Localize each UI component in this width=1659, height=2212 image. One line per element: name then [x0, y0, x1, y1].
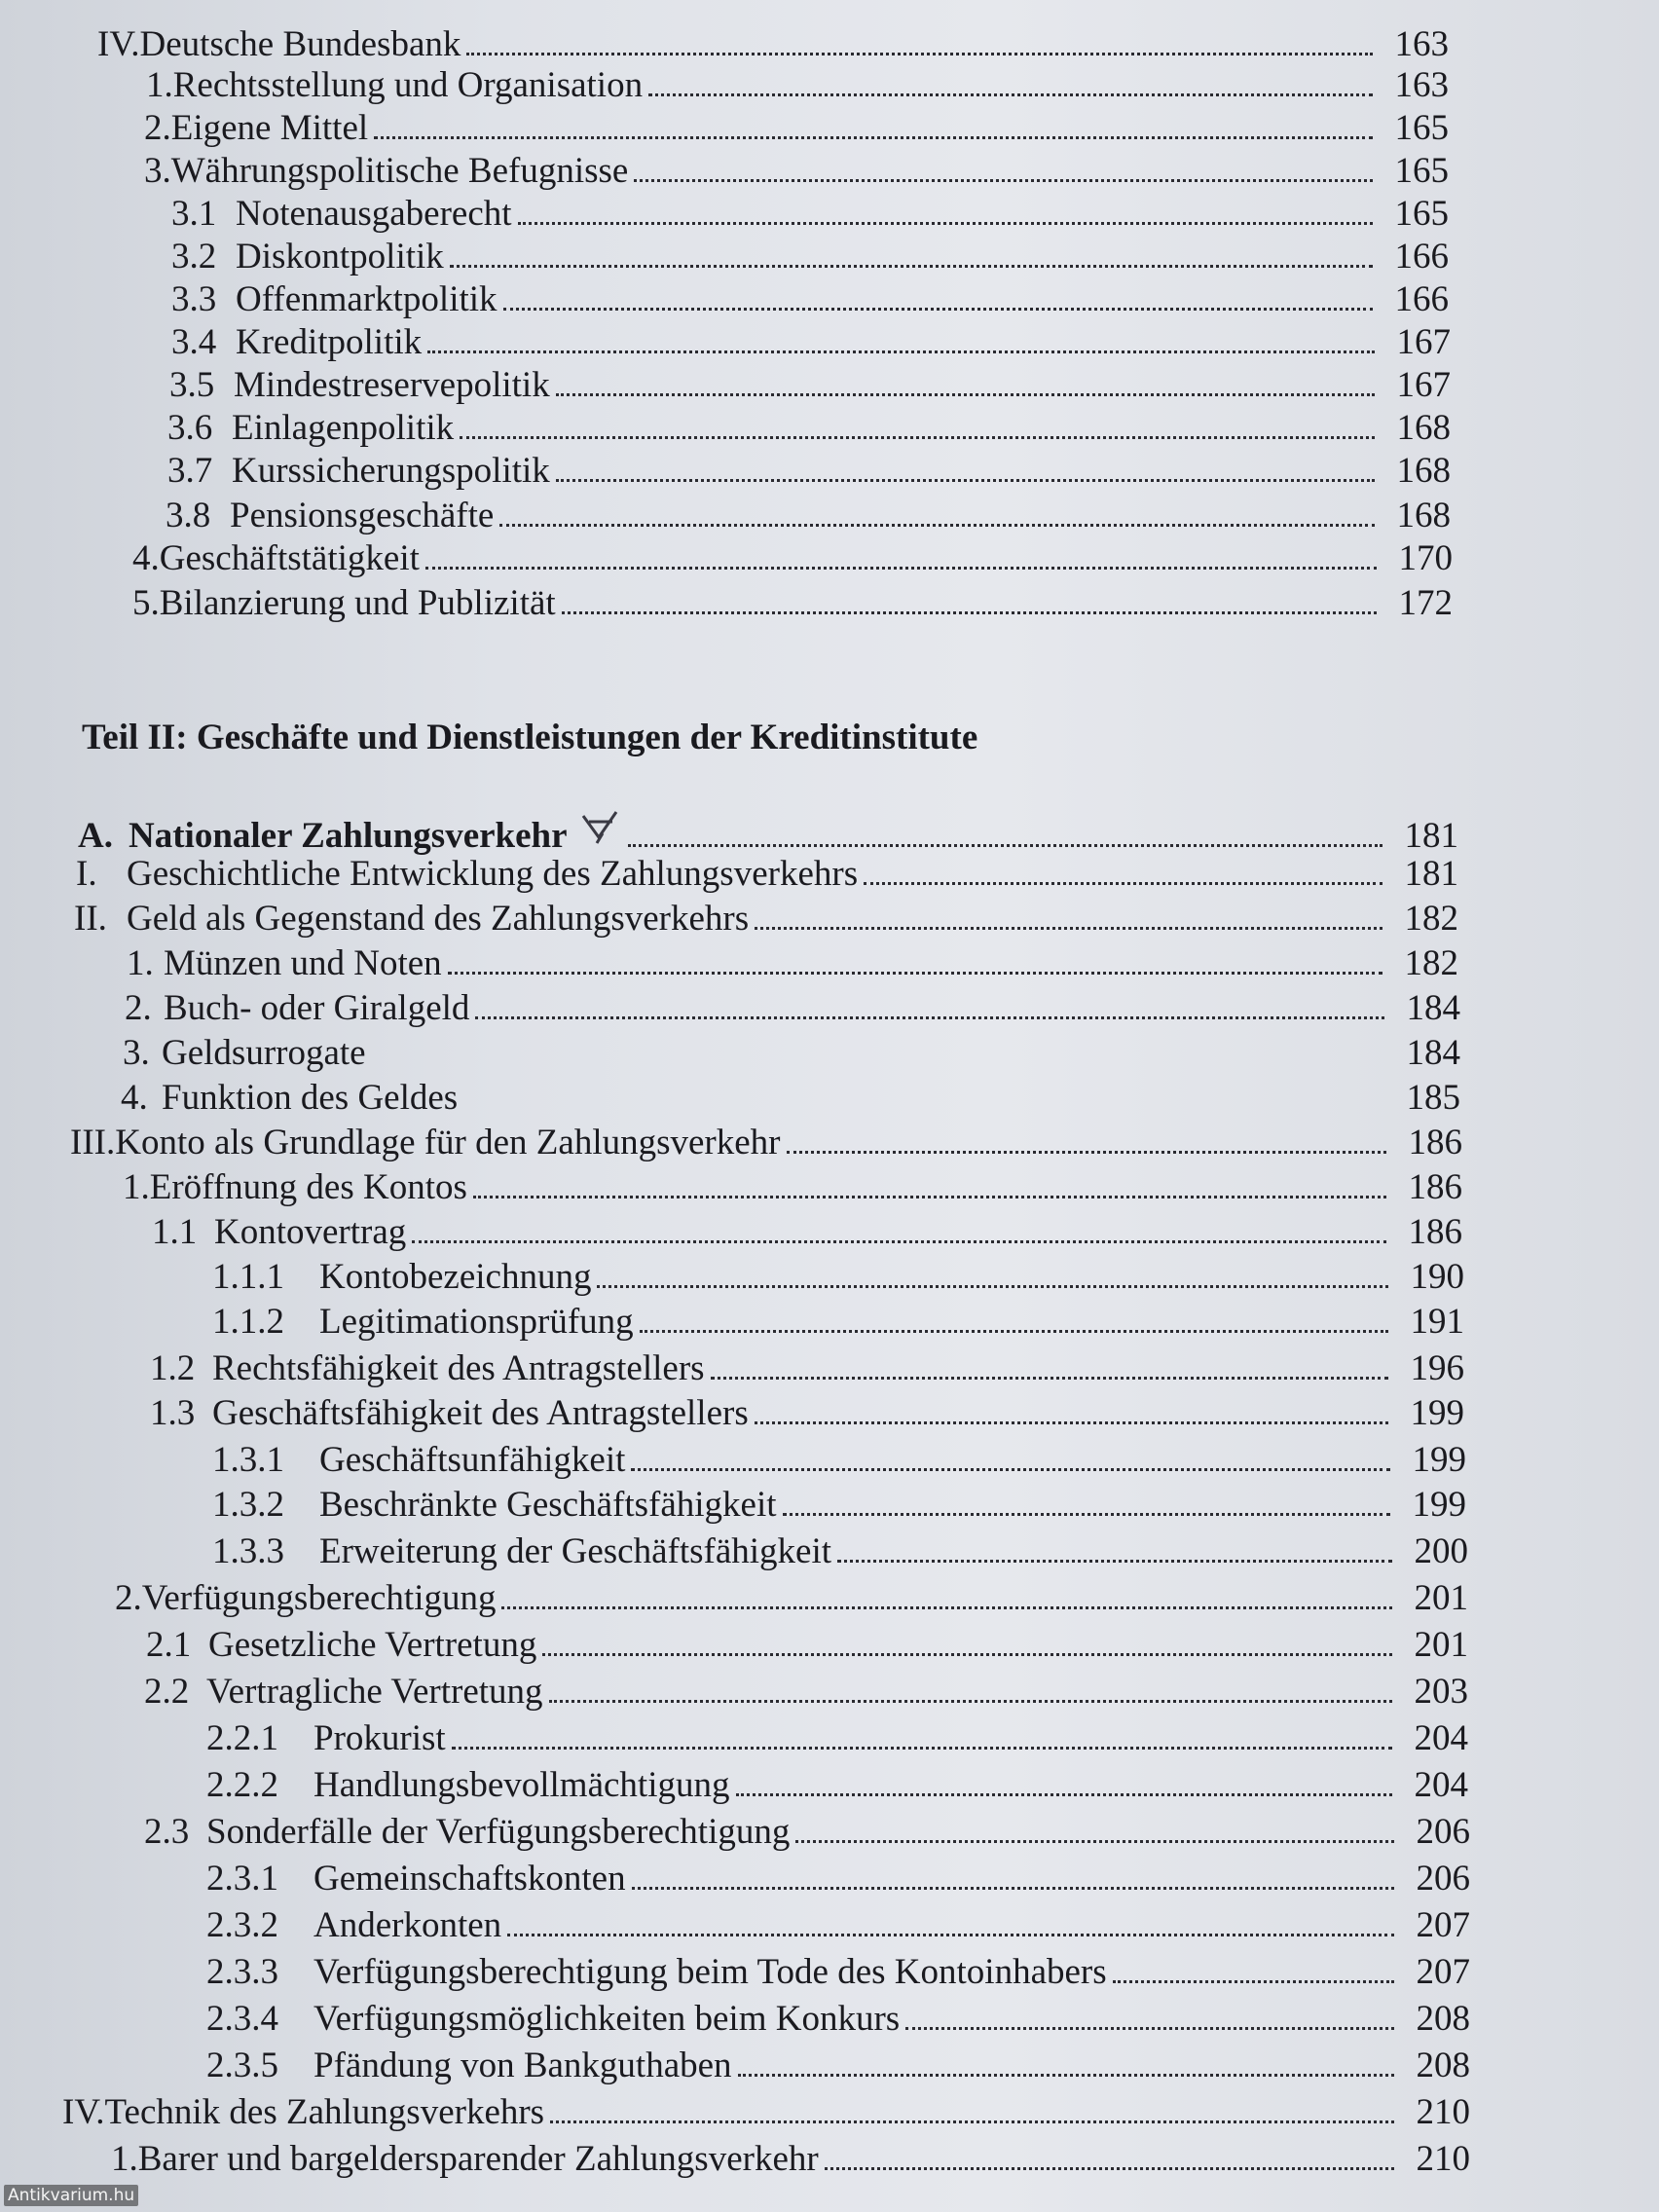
toc-entry-title: Pensionsgeschäfte	[230, 496, 495, 535]
toc-entry-title: Prokurist	[313, 1718, 446, 1758]
toc-entry-page: 167	[1396, 365, 1451, 405]
toc-entry	[127, 942, 1458, 985]
toc-entry-number: 2.2	[144, 1672, 190, 1712]
leader-dots	[755, 1421, 1388, 1424]
toc-entry-title: Geschäftsunfähigkeit	[319, 1440, 626, 1480]
toc-entry-title: Bilanzierung und Publizität	[159, 583, 556, 623]
toc-entry	[212, 1439, 1466, 1482]
leader-dots	[463, 1106, 1384, 1109]
toc-entry-title: Eröffnung des Kontos	[149, 1167, 467, 1207]
toc-entry-number: 2.3.1	[206, 1859, 278, 1899]
toc-entry-title: Kreditpolitik	[236, 322, 423, 362]
leader-dots	[648, 93, 1373, 96]
leader-dots	[825, 2167, 1394, 2170]
toc-entry-number: 1.3	[150, 1393, 196, 1433]
leader-dots	[452, 1747, 1392, 1750]
toc-entry	[132, 537, 1453, 580]
toc-entry-page: 203	[1414, 1672, 1468, 1712]
toc-entry	[144, 1671, 1468, 1714]
leader-dots	[631, 1468, 1390, 1471]
toc-entry-page: 184	[1406, 1033, 1460, 1073]
toc-entry-page: 210	[1416, 2139, 1470, 2179]
leader-dots	[372, 1061, 1384, 1064]
toc-entry-number: 3.8	[166, 496, 211, 535]
toc-entry-page: 199	[1410, 1393, 1464, 1433]
leader-dots	[501, 1606, 1392, 1609]
toc-entry-title: Münzen und Noten	[164, 943, 442, 983]
toc-entry	[206, 1998, 1470, 2041]
toc-entry-title: Mindestreservepolitik	[234, 365, 550, 405]
toc-entry-page: 184	[1406, 988, 1460, 1028]
leader-dots	[562, 611, 1377, 614]
leader-dots	[518, 222, 1373, 225]
toc-entry	[171, 321, 1451, 364]
toc-entry-title: Einlagenpolitik	[232, 408, 455, 448]
toc-entry-number: 1.3.1	[212, 1440, 284, 1480]
toc-entry-page: 206	[1416, 1812, 1470, 1852]
toc-entry-page: 206	[1416, 1859, 1470, 1899]
toc-entry-number: 1.1	[152, 1212, 198, 1252]
toc-entry-page: 182	[1404, 899, 1458, 939]
toc-entry-title: Rechtsfähigkeit des Antragstellers	[212, 1348, 705, 1388]
toc-entry-number: 2.3.3	[206, 1952, 278, 1992]
toc-entry	[62, 2091, 1470, 2134]
toc-entry-title: Geschäftsfähigkeit des Antragstellers	[212, 1393, 749, 1433]
toc-entry	[171, 278, 1449, 321]
toc-entry-page: 191	[1410, 1302, 1464, 1342]
toc-entry-page: 186	[1408, 1167, 1462, 1207]
toc-entry-page: 168	[1396, 451, 1451, 491]
toc-entry	[167, 450, 1451, 493]
toc-entry-page: 163	[1394, 24, 1449, 64]
toc-entry-title: Gemeinschaftskonten	[313, 1859, 626, 1899]
toc-entry-title: Eigene Mittel	[170, 108, 369, 148]
toc-entry	[169, 364, 1451, 407]
toc-entry-number: 2.	[125, 988, 152, 1028]
toc-entry-title: Erweiterung der Geschäftsfähigkeit	[319, 1531, 832, 1571]
toc-entry-page: 181	[1404, 854, 1458, 894]
toc-entry-page: 166	[1394, 279, 1449, 319]
toc-entry-number: IV.	[97, 24, 140, 64]
leader-dots	[795, 1840, 1394, 1843]
toc-entry-number: 2.2.1	[206, 1718, 278, 1758]
toc-entry	[206, 1951, 1470, 1994]
toc-entry-number: A.	[78, 816, 113, 856]
toc-entry-number: 1.2	[150, 1348, 196, 1388]
toc-entry-page: 207	[1416, 1905, 1470, 1945]
toc-entry-number: 2.2.2	[206, 1765, 278, 1805]
part-heading: Teil II: Geschäfte und Dienstleistungen der Kreditinstitute	[82, 718, 978, 757]
toc-entry-number: 3.1	[171, 194, 217, 234]
toc-entry-title: Funktion des Geldes	[162, 1078, 459, 1118]
toc-entry-number: 1.1.1	[212, 1257, 284, 1297]
toc-entry-title: Buch- oder Giralgeld	[164, 988, 470, 1028]
watermark: Antikvarium.hu	[4, 2185, 138, 2206]
toc-entry-number: 5.	[132, 583, 160, 623]
toc-entry	[212, 1530, 1468, 1573]
toc-entry-number: 2.1	[146, 1625, 192, 1665]
toc-entry-page: 190	[1410, 1257, 1464, 1297]
toc-entry	[144, 107, 1449, 150]
toc-entry-number: III.	[70, 1123, 116, 1162]
toc-entry-number: IV.	[62, 2092, 105, 2132]
toc-entry-number: 1.	[146, 65, 173, 105]
leader-dots	[736, 1793, 1393, 1796]
toc-entry	[97, 23, 1449, 66]
toc-entry-number: 3.3	[171, 279, 217, 319]
leader-dots	[412, 1240, 1386, 1243]
leader-dots	[787, 1151, 1387, 1154]
toc-entry-page: 170	[1398, 538, 1453, 578]
toc-entry-title: Geldsurrogate	[162, 1033, 366, 1073]
leader-dots	[466, 53, 1373, 55]
toc-entry-number: 1.	[123, 1167, 150, 1207]
toc-entry	[150, 1347, 1464, 1390]
leader-dots	[448, 972, 1382, 975]
toc-entry	[150, 1392, 1464, 1435]
toc-entry-title: Währungspolitische Befugnisse	[170, 151, 629, 191]
toc-entry-title: Konto als Grundlage für den Zahlungsverkehr	[115, 1123, 781, 1162]
toc-entry	[144, 150, 1449, 193]
toc-entry-title: Verfügungsmöglichkeiten beim Konkurs	[313, 1999, 901, 2039]
toc-entry-page: 196	[1410, 1348, 1464, 1388]
toc-entry-title: Barer und bargeldersparender Zahlungsverkehr	[137, 2139, 819, 2179]
leader-dots	[597, 1285, 1388, 1288]
leader-dots	[864, 882, 1382, 885]
toc-entry-page: 186	[1408, 1212, 1462, 1252]
toc-entry	[206, 1764, 1468, 1807]
toc-entry-number: 3.6	[167, 408, 213, 448]
toc-entry-page: 167	[1396, 322, 1451, 362]
toc-entry-page: 165	[1394, 151, 1449, 191]
toc-entry-title: Kontovertrag	[214, 1212, 407, 1252]
toc-entry-number: 1.3.3	[212, 1531, 284, 1571]
toc-entry	[206, 2045, 1470, 2087]
leader-dots	[632, 1887, 1394, 1890]
toc-entry-number: 4.	[121, 1078, 148, 1118]
toc-entry-title: Anderkonten	[313, 1905, 502, 1945]
leader-dots	[475, 1016, 1384, 1019]
leader-dots	[499, 524, 1375, 527]
toc-entry-number: 2.3.5	[206, 2046, 278, 2085]
toc-entry-number: 3.	[144, 151, 171, 191]
toc-entry	[123, 1166, 1462, 1209]
toc-entry-title: Deutsche Bundesbank	[139, 24, 461, 64]
toc-entry	[171, 193, 1449, 236]
leader-dots	[542, 1653, 1392, 1656]
toc-entry	[121, 1077, 1460, 1120]
leader-dots	[711, 1377, 1388, 1380]
leader-dots	[556, 393, 1375, 396]
toc-entry-number: 2.3.2	[206, 1905, 278, 1945]
pencil-check-mark-icon	[579, 808, 622, 847]
leader-dots	[556, 479, 1375, 482]
leader-dots	[507, 1934, 1394, 1936]
leader-dots	[755, 927, 1382, 930]
toc-entry	[111, 2138, 1470, 2181]
toc-entry-title: Vertragliche Vertretung	[206, 1672, 543, 1712]
toc-entry	[166, 495, 1451, 537]
toc-entry-title: Pfändung von Bankguthaben	[313, 2046, 732, 2085]
toc-entry-number: 3.4	[171, 322, 217, 362]
toc-entry	[206, 1717, 1468, 1760]
toc-entry-page: 204	[1414, 1765, 1468, 1805]
toc-entry-title: Offenmarktpolitik	[236, 279, 498, 319]
toc-entry-page: 181	[1404, 816, 1458, 856]
toc-entry	[146, 1624, 1468, 1667]
toc-entry	[76, 853, 1458, 896]
toc-entry	[212, 1484, 1466, 1527]
toc-entry	[212, 1301, 1464, 1344]
toc-entry-number: 3.	[123, 1033, 150, 1073]
toc-entry	[132, 582, 1453, 625]
toc-entry-page: 204	[1414, 1718, 1468, 1758]
toc-entry-number: 2.3	[144, 1812, 190, 1852]
toc-entry-title: Verfügungsberechtigung	[141, 1578, 497, 1618]
toc-entry-title: Rechtsstellung und Organisation	[172, 65, 644, 105]
toc-entry-page: 172	[1398, 583, 1453, 623]
toc-entry-title: Verfügungsberechtigung beim Tode des Kontoinhabers	[313, 1952, 1107, 1992]
leader-dots	[425, 567, 1377, 570]
leader-dots	[473, 1196, 1386, 1198]
toc-entry-number: 2.3.4	[206, 1999, 278, 2039]
toc-entry-page: 165	[1394, 194, 1449, 234]
toc-entry	[74, 898, 1458, 940]
toc-entry-page: 166	[1394, 237, 1449, 276]
toc-entry	[123, 1032, 1460, 1075]
toc-entry	[146, 64, 1449, 107]
toc-chapter-entry	[78, 808, 1458, 858]
leader-dots	[427, 350, 1375, 353]
leader-dots	[503, 308, 1373, 311]
toc-entry	[212, 1256, 1464, 1299]
toc-entry-number: 1.	[127, 943, 154, 983]
toc-entry-page: 201	[1414, 1625, 1468, 1665]
toc-entry-page: 168	[1396, 496, 1451, 535]
toc-entry-title: Kurssicherungspolitik	[232, 451, 550, 491]
toc-entry-page: 210	[1416, 2092, 1470, 2132]
toc-entry-page: 185	[1406, 1078, 1460, 1118]
toc-entry	[125, 987, 1460, 1030]
toc-entry	[144, 1811, 1470, 1854]
toc-entry-number: 2.	[115, 1578, 142, 1618]
toc-entry-title: Handlungsbevollmächtigung	[313, 1765, 730, 1805]
toc-entry	[206, 1904, 1470, 1947]
toc-entry-title: Diskontpolitik	[236, 237, 444, 276]
toc-entry-page: 207	[1416, 1952, 1470, 1992]
toc-entry	[171, 236, 1449, 278]
leader-dots	[837, 1560, 1392, 1563]
toc-entry-number: 3.7	[167, 451, 213, 491]
toc-entry-page: 168	[1396, 408, 1451, 448]
toc-entry-title: Geschichtliche Entwicklung des Zahlungsverkehrs	[127, 854, 859, 894]
toc-entry-page: 199	[1412, 1485, 1466, 1525]
toc-entry-number: 1.3.2	[212, 1485, 284, 1525]
toc-entry-number: I.	[76, 854, 97, 894]
toc-entry-title: Technik des Zahlungsverkehrs	[104, 2092, 545, 2132]
toc-entry	[206, 1858, 1470, 1900]
leader-dots	[1113, 1980, 1394, 1983]
toc-entry	[152, 1211, 1462, 1254]
leader-dots	[640, 1330, 1388, 1333]
leader-dots	[550, 2120, 1394, 2123]
toc-entry-title: Sonderfälle der Verfügungsberechtigung	[206, 1812, 791, 1852]
toc-entry-page: 165	[1394, 108, 1449, 148]
toc-entry	[70, 1122, 1462, 1164]
toc-entry-title: Nationaler Zahlungsverkehr	[129, 816, 568, 856]
leader-dots	[450, 265, 1373, 268]
toc-entry	[167, 407, 1451, 450]
leader-dots	[460, 436, 1375, 439]
toc-entry-number: II.	[74, 899, 107, 939]
leader-dots	[905, 2027, 1394, 2030]
toc-entry-number: 2.	[144, 108, 171, 148]
toc-entry-number: 3.2	[171, 237, 217, 276]
leader-dots	[634, 179, 1373, 182]
leader-dots	[783, 1513, 1390, 1516]
toc-entry-page: 200	[1414, 1531, 1468, 1571]
leader-dots	[374, 136, 1373, 139]
toc-entry-title: Beschränkte Geschäftsfähigkeit	[319, 1485, 777, 1525]
toc-entry-page: 208	[1416, 1999, 1470, 2039]
toc-entry-page: 163	[1394, 65, 1449, 105]
toc-entry-number: 4.	[132, 538, 160, 578]
toc-entry-page: 208	[1416, 2046, 1470, 2085]
toc-entry-title: Geld als Gegenstand des Zahlungsverkehrs	[127, 899, 750, 939]
toc-entry-number: 1.	[111, 2139, 138, 2179]
toc-entry-title: Kontobezeichnung	[319, 1257, 592, 1297]
toc-entry-title: Gesetzliche Vertretung	[208, 1625, 537, 1665]
leader-dots	[628, 844, 1382, 847]
toc-entry-number: 1.1.2	[212, 1302, 284, 1342]
toc-entry-page: 182	[1404, 943, 1458, 983]
toc-entry-number: 3.5	[169, 365, 215, 405]
toc-entry	[115, 1577, 1468, 1620]
leader-dots	[549, 1700, 1392, 1703]
toc-entry-page: 199	[1412, 1440, 1466, 1480]
toc-entry-title: Notenausgaberecht	[236, 194, 512, 234]
toc-entry-title: Legitimationsprüfung	[319, 1302, 634, 1342]
toc-entry-page: 186	[1408, 1123, 1462, 1162]
toc-entry-title: Geschäftstätigkeit	[159, 538, 420, 578]
leader-dots	[738, 2074, 1394, 2077]
toc-entry-page: 201	[1414, 1578, 1468, 1618]
